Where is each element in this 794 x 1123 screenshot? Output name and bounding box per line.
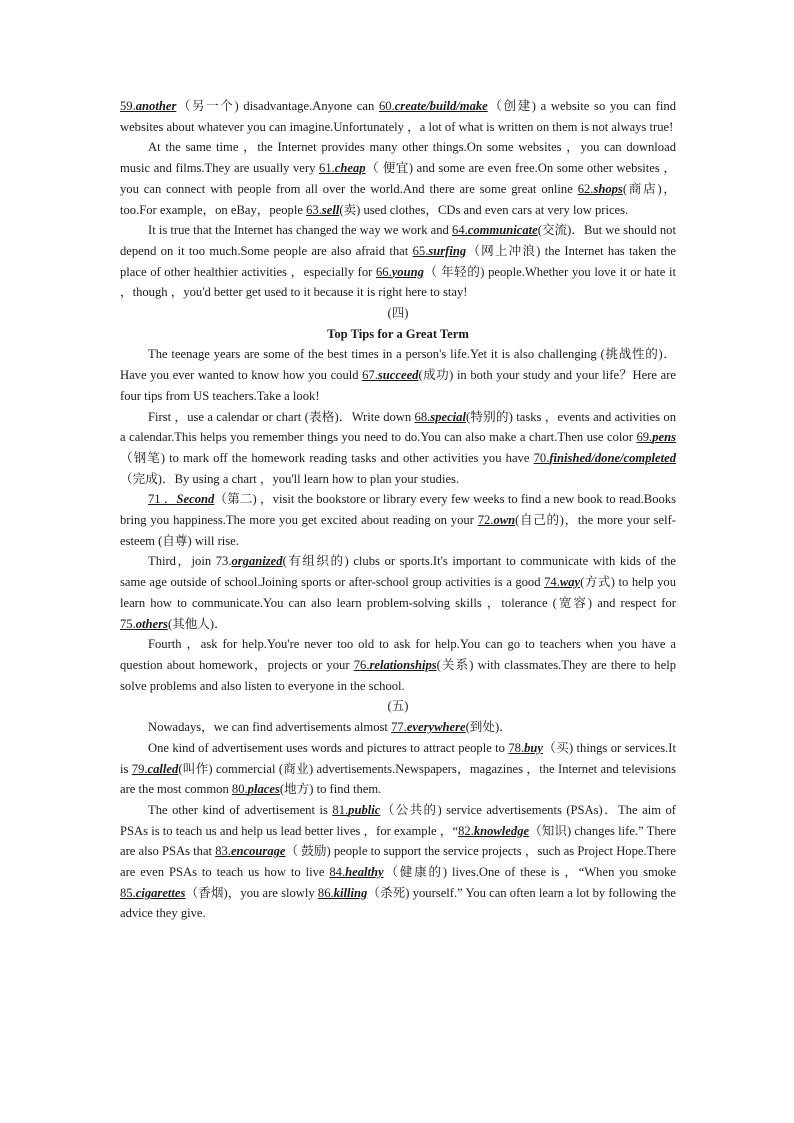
blank-number: 85. bbox=[120, 885, 136, 900]
blank-number: 64. bbox=[452, 223, 468, 238]
text-run: (交流)．But we should not depend on it too much.Some people are also afraid that bbox=[120, 223, 676, 258]
text-run: It is true that the Internet has changed the way we work and bbox=[148, 223, 453, 238]
answer-word: cheap bbox=[334, 161, 366, 176]
blank-number: 65. bbox=[412, 243, 429, 258]
blank-number: 77. bbox=[391, 720, 407, 735]
text-run: (卖) used clothes，CDs and even cars at very low prices. bbox=[339, 202, 629, 217]
blank-number: 66. bbox=[375, 264, 392, 279]
answer-word: communicate bbox=[467, 223, 538, 238]
text-run: （杀死) yourself.” You can often learn a lot by following the advice they give. bbox=[120, 885, 676, 921]
text-run: (有组织的) clubs or sports.It's important to communicate with kids of the same age outside of school.Joining sports or after-school group activities is a good bbox=[120, 554, 676, 590]
blank-number: 75. bbox=[120, 616, 136, 631]
text-run: (其他人)． bbox=[167, 616, 227, 631]
text-run: Fourth ，ask for help.You're never too old to ask for help.You can go to teachers when you have a question about homework，projects or your bbox=[120, 637, 676, 672]
text-run: The teenage years are some of the best times in a person's life.Yet it is also challenging (挑战性的)．Have you ever wanted to know how you could bbox=[120, 347, 676, 383]
text-run: Nowadays，we can find advertisements almost bbox=[148, 720, 392, 735]
text-run: (自己的)，the more your self- esteem (自尊) will rise. bbox=[120, 513, 676, 548]
text-run: The other kind of advertisement is bbox=[148, 802, 333, 817]
paragraph-p10 bbox=[120, 738, 676, 800]
answer-word: called bbox=[147, 761, 179, 776]
paragraph-p11 bbox=[120, 800, 676, 924]
blank-number: 76. bbox=[353, 657, 370, 672]
blank-number: 80. bbox=[231, 782, 248, 797]
blank-number: 70. bbox=[533, 450, 550, 465]
text-run: （完成)．By using a chart ，you'll learn how to plan your studies. bbox=[120, 471, 460, 486]
text-run: (四) bbox=[387, 306, 409, 321]
text-run: (商店)，too.For example，on eBay，people bbox=[120, 181, 676, 217]
blank-number: 63. bbox=[306, 202, 322, 217]
answer-word: knowledge bbox=[473, 823, 530, 838]
text-run: (到处)． bbox=[465, 720, 512, 735]
text-run: （香烟)，you are slowly bbox=[185, 885, 318, 900]
text-run: One kind of advertisement uses words and pictures to attract people to bbox=[148, 740, 509, 755]
blank-number: 69. bbox=[636, 430, 653, 445]
passage-title bbox=[120, 324, 676, 345]
answer-word: surfing bbox=[428, 243, 467, 258]
paragraph-p5 bbox=[120, 407, 676, 490]
answer-word: everywhere bbox=[406, 720, 466, 735]
text-run: (特别的) tasks ，events and activities on a calendar.This helps you remember things you need to do.You can also make a chart.Then use color bbox=[120, 409, 676, 445]
text-run: (地方) to find them. bbox=[279, 782, 382, 797]
answer-word: finished/done/completed bbox=[549, 450, 676, 465]
blank-number: 59. bbox=[120, 99, 136, 113]
answer-word: public bbox=[348, 802, 381, 817]
blank-number: 86. bbox=[317, 885, 334, 900]
answer-word: sell bbox=[321, 202, 340, 217]
answer-word: others bbox=[135, 616, 168, 631]
paragraph-p3 bbox=[120, 220, 676, 303]
text-run: （健康的) lives.One of these is ，“When you smoke bbox=[383, 865, 676, 880]
text-run: （知识) changes life.” There are also PSAs that bbox=[120, 823, 676, 859]
paragraph-p6 bbox=[120, 489, 676, 551]
blank-number: 84. bbox=[329, 865, 346, 880]
document-page bbox=[120, 96, 676, 924]
answer-word: shops bbox=[593, 181, 623, 196]
answer-word: places bbox=[247, 782, 280, 797]
answer-word: killing bbox=[333, 885, 368, 900]
text-run: （网上冲浪) the Internet has taken the place of other healthier activities ，especially for bbox=[120, 243, 676, 279]
blank-number: 71 ． bbox=[148, 492, 177, 507]
blank-number: 81. bbox=[332, 802, 349, 817]
answer-word: special bbox=[430, 409, 466, 424]
blank-number: 78. bbox=[508, 740, 525, 755]
blank-number: 79. bbox=[131, 761, 148, 776]
text-run: （ 年轻的) people.Whether you love it or hate it ，though ，you'd better get used to it because it is right here to stay! bbox=[120, 264, 676, 300]
text-run: First ，use a calendar or chart (表格)．Write down bbox=[148, 409, 415, 424]
text-run: （买) things or services.It is bbox=[120, 740, 676, 776]
text-run: At the same time ，the Internet provides many other things.On some websites ，you can download music and films.They are usually very bbox=[120, 140, 676, 176]
answer-word: Second bbox=[176, 492, 215, 507]
text-run: Top Tips for a Great Term bbox=[327, 326, 469, 341]
text-run: （创建) a website so you can find websites about whatever you can imagine.Unfortunately ，a lot of what is written on them is not always true! bbox=[120, 99, 676, 134]
answer-word: succeed bbox=[377, 368, 419, 383]
text-run: (关系) with classmates.They are there to help solve problems and also listen to everyone in the school. bbox=[120, 657, 676, 693]
answer-word: pens bbox=[652, 430, 676, 445]
answer-word: another bbox=[135, 99, 177, 113]
blank-number: 61. bbox=[319, 161, 335, 176]
answer-word: buy bbox=[524, 740, 544, 755]
paragraph-p1 bbox=[120, 96, 676, 137]
answer-word: young bbox=[391, 264, 424, 279]
text-run: (叫作) commercial (商业) advertisements.Newspapers，magazines ，the Internet and televisions are the most common bbox=[120, 761, 676, 797]
text-run: （第二) ，visit the bookstore or library every few weeks to find a new book to read.Books bring you happiness.The more you get excited about reading on your bbox=[120, 492, 676, 528]
blank-number: 83. bbox=[215, 844, 231, 859]
text-run: （ 便宜) and some are even free.On some other websites ，you can connect with people from all over the world.And there are some great online bbox=[120, 161, 677, 196]
section-heading bbox=[120, 696, 676, 717]
text-run: （公共的) service advertisements (PSAs)．The aim of PSAs is to teach us and help us lead better lives ，for example ，“ bbox=[120, 802, 677, 838]
text-run: (五) bbox=[387, 699, 409, 714]
paragraph-p8 bbox=[120, 634, 676, 696]
answer-word: own bbox=[493, 513, 516, 528]
answer-word: healthy bbox=[345, 865, 384, 880]
text-run: （钢笔) to mark off the homework reading tasks and other activities you have bbox=[120, 450, 534, 465]
answer-word: relationships bbox=[369, 657, 437, 672]
answer-word: create/build/make bbox=[394, 99, 488, 113]
text-run: （另一个) disadvantage.Anyone can bbox=[176, 99, 379, 113]
paragraph-p2 bbox=[120, 137, 676, 220]
blank-number: 67. bbox=[362, 368, 378, 383]
blank-number: 68. bbox=[414, 409, 431, 424]
answer-word: encourage bbox=[230, 844, 286, 859]
text-run: Third，join 73. bbox=[148, 554, 232, 569]
paragraph-p7 bbox=[120, 551, 676, 634]
text-run: （ 鼓励) people to support the service projects ，such as Project Hope.There are even PSAs to teach us how to live bbox=[120, 844, 676, 880]
blank-number: 82. bbox=[458, 823, 474, 838]
text-run: (方式) to help you learn how to communicate.You can also learn problem-solving skills ，tolerance (宽容) and respect for bbox=[120, 575, 676, 610]
answer-word: cigarettes bbox=[135, 885, 186, 900]
blank-number: 62. bbox=[577, 181, 594, 196]
blank-number: 60. bbox=[378, 99, 395, 113]
paragraph-p9 bbox=[120, 717, 676, 738]
answer-word: organized bbox=[231, 554, 283, 569]
section-heading bbox=[120, 303, 676, 324]
blank-number: 74. bbox=[544, 575, 560, 590]
text-run: (成功) in both your study and your life？Here are four tips from US teachers.Take a look! bbox=[120, 368, 676, 403]
paragraph-p4 bbox=[120, 344, 676, 406]
answer-word: way bbox=[559, 575, 581, 590]
blank-number: 72. bbox=[477, 513, 494, 528]
